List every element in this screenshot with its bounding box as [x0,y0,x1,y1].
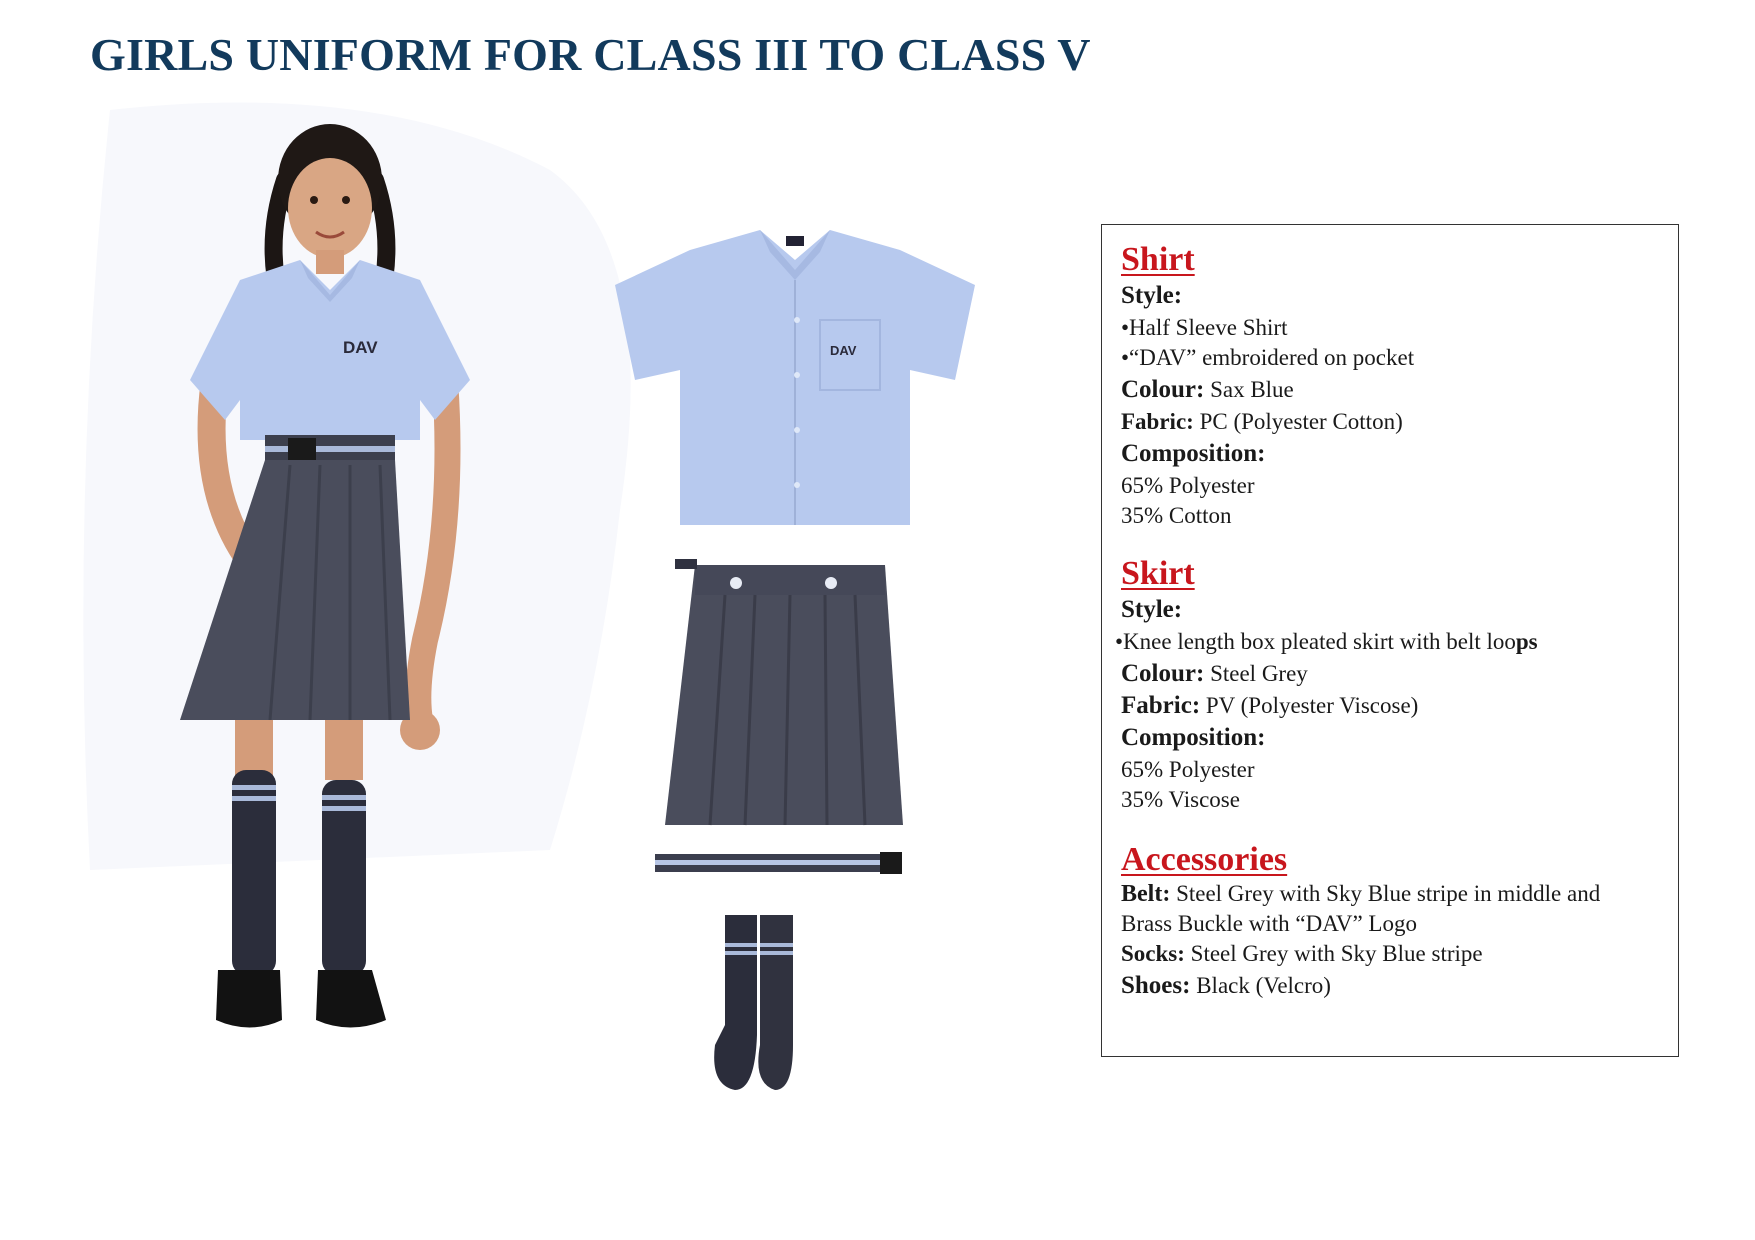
shirt-style-label: Style: [1121,282,1183,309]
shirt-product-photo [610,230,980,530]
accessories-shoes: Shoes: Black (Velcro) [1121,972,1331,999]
skirt-composition-item: 65% Polyester [1121,757,1255,782]
shirt-composition-item: 35% Cotton [1121,503,1232,528]
model-girl-photo [180,120,480,1140]
shirt-style-item: •Half Sleeve Shirt [1121,315,1288,340]
shirt-composition-item: 65% Polyester [1121,473,1255,498]
accessories-heading: Accessories [1121,841,1288,878]
uniform-spec-box [1101,224,1679,1057]
shirt-logo-text: DAV [830,343,857,358]
accessories-socks: Socks: Steel Grey with Sky Blue stripe [1121,941,1483,966]
shirt-composition-label: Composition: [1121,440,1266,467]
skirt-style-label: Style: [1121,596,1183,623]
shirt-colour: Colour: Sax Blue [1121,376,1294,403]
skirt-product-photo [655,555,905,835]
accessories-belt: Belt: Steel Grey with Sky Blue stripe in middle and [1121,881,1601,907]
belt-product-photo [655,850,905,876]
skirt-heading: Skirt [1121,555,1195,592]
skirt-colour: Colour: Steel Grey [1121,660,1308,687]
svg-text:DAV: DAV [343,338,378,357]
shirt-style-item: •“DAV” embroidered on pocket [1121,345,1415,370]
shirt-heading: Shirt [1121,241,1195,278]
skirt-style-item: •Knee length box pleated skirt with belt loops [1115,629,1538,654]
socks-product-photo [705,915,815,1095]
skirt-composition-item: 35% Viscose [1121,787,1240,812]
accessories-belt-cont: Brass Buckle with “DAV” Logo [1121,911,1417,936]
page-title: GIRLS UNIFORM FOR CLASS III TO CLASS V [90,29,1091,80]
shirt-fabric: Fabric: PC (Polyester Cotton) [1121,409,1403,434]
skirt-composition-label: Composition: [1121,724,1266,751]
skirt-fabric: Fabric: PV (Polyester Viscose) [1121,692,1419,719]
